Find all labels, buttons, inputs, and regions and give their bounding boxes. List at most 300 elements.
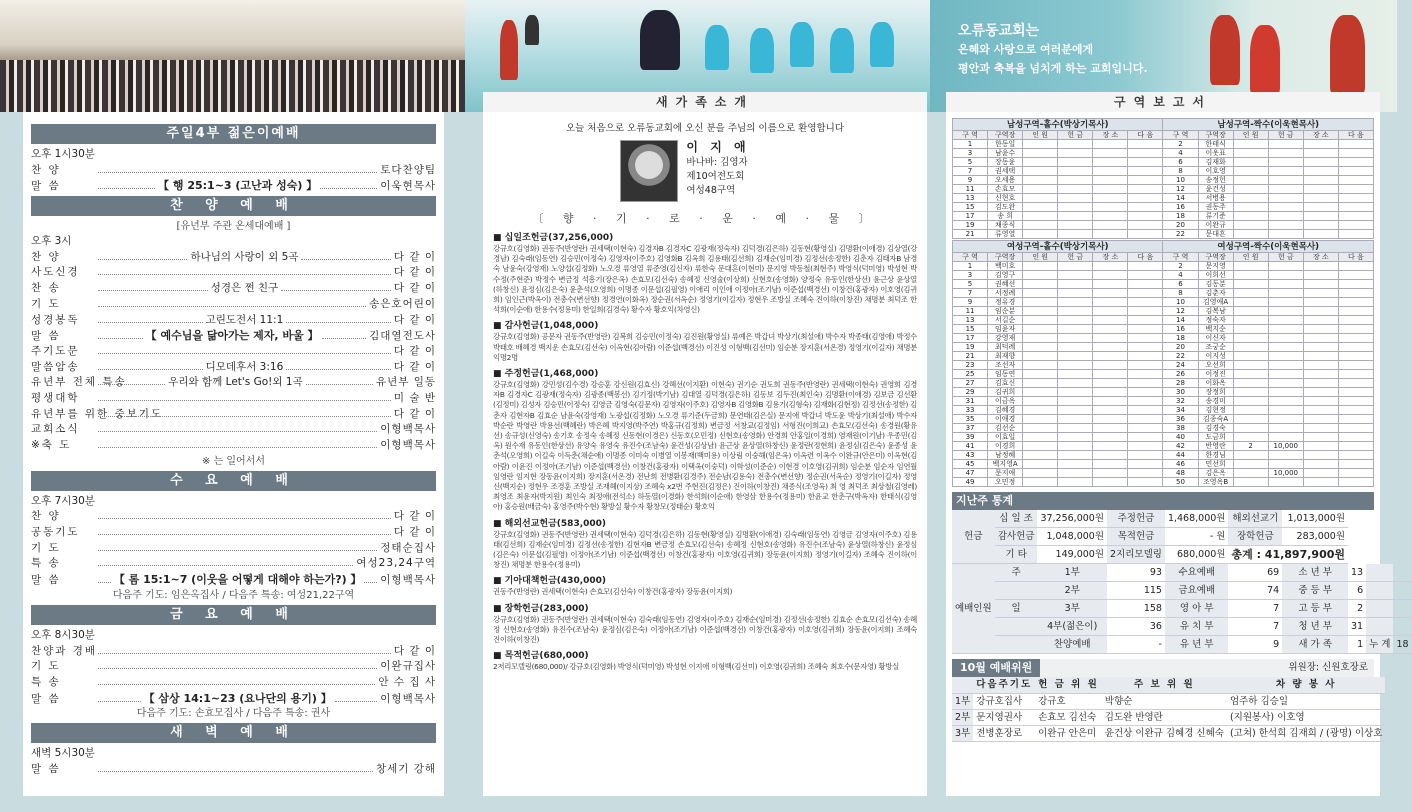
table-cell xyxy=(1303,460,1338,469)
table-row xyxy=(953,176,1374,185)
table-cell xyxy=(1093,451,1128,460)
table-cell xyxy=(1128,176,1163,185)
attendance-cell: 69 xyxy=(1228,564,1282,582)
order-leader: 이형백목사 xyxy=(380,423,436,436)
table-cell: 김종숙A xyxy=(1198,415,1233,424)
order-leader: 다 같 이 xyxy=(393,282,436,295)
order-content xyxy=(95,360,394,376)
table-cell xyxy=(1128,370,1163,379)
table-cell xyxy=(1303,316,1338,325)
table-cell: 40 xyxy=(1163,433,1198,442)
stats-cell: 283,000원 xyxy=(1282,528,1348,546)
table-cell xyxy=(1093,370,1128,379)
duty-cell: 강규호 xyxy=(1035,693,1102,709)
attendance-cell: 2부 xyxy=(1037,582,1107,600)
duty-cell: 2부 xyxy=(952,709,973,725)
table-cell xyxy=(1023,221,1058,230)
stats-cell: 기 타 xyxy=(995,546,1038,564)
table-cell xyxy=(1233,388,1268,397)
table-cell: 2 xyxy=(1163,140,1198,149)
attendance-cell: 2 xyxy=(1348,600,1366,618)
table-cell xyxy=(1058,230,1093,239)
table-cell xyxy=(1268,406,1303,415)
table-cell: 한동일 xyxy=(988,140,1023,149)
dotted-leader xyxy=(320,180,377,189)
order-leader: 다 같 이 xyxy=(393,360,436,373)
table-row xyxy=(953,307,1374,316)
table-cell xyxy=(1093,221,1128,230)
table-cell xyxy=(1023,289,1058,298)
table-cell xyxy=(1303,469,1338,478)
table-cell: 14 xyxy=(1163,194,1198,203)
column-header: 구역장 xyxy=(988,131,1023,140)
table-cell: 임순분 xyxy=(988,307,1023,316)
table-cell xyxy=(1058,397,1093,406)
duty-cell: 1부 xyxy=(952,693,973,709)
table-cell: 8 xyxy=(1163,289,1198,298)
attendance-cell: 유 치 부 xyxy=(1165,618,1229,636)
table-cell xyxy=(1023,469,1058,478)
dotted-leader xyxy=(98,298,366,307)
table-cell xyxy=(1303,167,1338,176)
attendance-cell: 영 아 부 xyxy=(1165,600,1229,618)
table-cell: 임윤자 xyxy=(988,325,1023,334)
offering-block xyxy=(493,366,917,513)
dotted-leader xyxy=(98,510,391,519)
table-cell xyxy=(1268,158,1303,167)
table-row xyxy=(953,478,1374,487)
wed-order-row xyxy=(31,509,436,525)
table-cell: 6 xyxy=(1163,280,1198,289)
duty-column-header: 헌 금 위 원 xyxy=(1035,677,1102,693)
table-cell xyxy=(1093,289,1128,298)
table-cell xyxy=(1058,271,1093,280)
attendance-cell: 4부(젊은이) xyxy=(1037,618,1107,636)
attendance-cell: - xyxy=(1107,636,1165,654)
stats-cell: 1,013,000원 xyxy=(1282,510,1348,528)
duty-cell: 엄주하 김승일 xyxy=(1227,693,1385,709)
table-cell xyxy=(1093,424,1128,433)
table-cell xyxy=(1233,149,1268,158)
slogan-line: 은혜와 사랑으로 여러분에게 xyxy=(958,43,1094,56)
table-cell xyxy=(1338,433,1373,442)
table-cell xyxy=(1233,289,1268,298)
table-cell: 이완규 xyxy=(1198,221,1233,230)
table-cell xyxy=(1338,352,1373,361)
order-leader: 토다찬양팀 xyxy=(380,163,436,176)
table-cell: 3 xyxy=(953,149,988,158)
order-content xyxy=(95,281,394,297)
praise-order-row xyxy=(31,422,436,438)
offering-names: 강규호(김영화) 공문자 권동주(반영란) 김복희 김승민(이정숙) 김진원(황영실) 류예은 박갑녀 박상기(최설애) 박수자 박종태(김영애) 박정수 박태호 배혜경 백지운 손효모(김선숙) 이옥현(김아람) 이준섭(백경선) 이진성 이형백(김선미) 임순분 장지훈(서온경) 정영기(이길자) 채명분 익명2명 xyxy=(493,332,917,362)
table-cell xyxy=(1303,149,1338,158)
table-cell xyxy=(1233,469,1268,478)
table-cell xyxy=(1093,307,1128,316)
table-cell: 남윤수 xyxy=(988,149,1023,158)
newcomer-name: 이 지 애 xyxy=(686,140,750,154)
duty-title: 10월 예배위원 xyxy=(952,659,1040,677)
attendance-row xyxy=(952,600,1412,618)
attendance-cell xyxy=(995,636,1038,654)
attendance-cell xyxy=(1366,582,1393,600)
order-text: 디모데후서 3:16 xyxy=(205,360,284,373)
table-cell xyxy=(1268,212,1303,221)
table-cell: 34 xyxy=(1163,406,1198,415)
praise-order-row xyxy=(31,313,436,329)
table-cell xyxy=(1268,352,1303,361)
table-cell: 10,000 xyxy=(1268,469,1303,478)
offering-names: 강규호(김영화) 강민성(김수경) 강승훈 강신원(김효신) 강혜선(이지환) 이현숙) 권기순 권도희 권동주(반영란) 권세택(이현숙) 권영희 김경자B 김경자C 김광재(정숙자) 김광종(백봉선) 김기정(박기남) 김대열 김덕경(김은하) 김동보 김두진(최인숙) 김명환(이애경) 김보금 김선환(김정미) 김성자 김승민(이정숙) 김영금 김영숙(김문자) 김영자(이주호) 김영자B 김영화B 김용기(김형숙) 김재화(김현정) 김정선(송정한) 김춘자 김현자B 김효순 남윤숙(강영재) 노광섭(김정화) 노오경 류기준(두금희) 문연태(김은실) 문지애 박갑녀 박도윤 박상기(최설애) 박수자 박순란 박영란 박용선(백혜란) 박은혜 박지영(박주연) 박홍규(김정희) 변금정 서창교(김정임) 서형진(이희교) 손효모(김선숙) 송경원(황유선) 송규성(신영숙) 송기호 송정숙 송혜정 신동현(이경은) 신동호(오민정) 신현호(송영화) 안경희 안홍일(이경희) 염재원(이기남) 우종민(김 옥) 원수재 유동인(한상선) 유양숙 유영숙 유진수(조남숙) 윤건성(김상남) 윤근상 윤상열(하창신) 윤정란(정현희) 윤정심(김은숙) 윤종성 윤춘석(오영희) 이길숙 이득춘(채순애) 이명종 이미숙 이병열 이봉재(백미용) 이상림 이숭해(임은옥) 이옥련 이옥수 이완규(안은미) 이옥현(김아람) 이윤진 이정아(조기남) 이준섭(백경선) 이창건(홍광자) 이택옥(이숭덕) 이학성(이준순) 이현경 이호영(김귀희) 임순분 임순자 임연월 임영란 임지현 장동윤(이지희) 장지훈(서온경) 전난희 전병환(김경주) 전순남(김용숙) 전총수(변선향) 정순권(서옥순) 정영기(이길자) 정영신(백지순) 정현우 조경훈 조방실 조재헤(이지상) 조혜숙 x2번 주현진(김정은) 진이하(이창진) 채종식(조영옥) 최 영 최덕조 최상철(김영레) 최영조 최윤자(박지원) 최인숙 최정애(전석소) 하동열(이경화) 한석희(이순애) 한영삼 한용수(정용미) 한윤교 한춘구(박옥자) 한태식(김영아) 홍승원(배금숙) 홍영주(박수현) 황방실 황수자 황창모(정태순) 황호익 xyxy=(493,380,917,512)
table-cell xyxy=(1058,361,1093,370)
table-cell: 17 xyxy=(953,212,988,221)
table-cell xyxy=(1268,334,1303,343)
attendance-cell xyxy=(995,582,1038,600)
dotted-leader xyxy=(98,557,353,566)
table-cell xyxy=(1093,406,1128,415)
table-cell xyxy=(1093,149,1128,158)
order-text: 【 행 25:1~3 (고난과 성숙) 】 xyxy=(158,179,318,193)
dotted-leader xyxy=(98,439,377,448)
dotted-leader xyxy=(286,314,391,323)
fri-next: 다음주 기도: 손효모집사 / 다음주 특송: 권사 xyxy=(136,708,331,720)
offering-block xyxy=(493,648,917,672)
wed-time: 오후 7시30분 xyxy=(31,494,95,507)
young-order-row xyxy=(31,163,436,179)
order-leader: 다 같 이 xyxy=(393,266,436,279)
table-cell: 이경희 xyxy=(988,442,1023,451)
table-cell xyxy=(1058,469,1093,478)
table-cell xyxy=(1128,379,1163,388)
fri-title: 금 요 예 배 xyxy=(31,605,436,625)
table-cell: 이애경 xyxy=(988,415,1023,424)
stats-cell: 십 일 조 xyxy=(995,510,1038,528)
dotted-leader xyxy=(306,376,373,385)
table-cell xyxy=(1128,361,1163,370)
stats-row xyxy=(952,510,1412,528)
table-cell xyxy=(1268,280,1303,289)
table-cell: 11 xyxy=(953,307,988,316)
column-header: 장 소 xyxy=(1093,131,1128,140)
order-label: 찬 양 xyxy=(31,163,61,176)
table-cell xyxy=(1268,185,1303,194)
table-cell xyxy=(1303,478,1338,487)
table-cell xyxy=(1023,230,1058,239)
order-content xyxy=(95,526,394,535)
table-cell xyxy=(1023,149,1058,158)
table-cell xyxy=(1233,352,1268,361)
attendance-cell: 36 xyxy=(1107,618,1165,636)
table-row xyxy=(953,415,1374,424)
table-row xyxy=(953,316,1374,325)
attendance-cell: 중 등 부 xyxy=(1282,582,1348,600)
table-cell xyxy=(1268,388,1303,397)
table-row xyxy=(953,433,1374,442)
table-cell xyxy=(1303,230,1338,239)
duty-cell: 강규호집사 xyxy=(973,693,1035,709)
table-cell xyxy=(1058,149,1093,158)
column-header: 헌 금 xyxy=(1268,131,1303,140)
offering-names: 권동주(반영란) 권세택(이현숙) 손효모(김선숙) 이창건(홍광자) 장동윤(이지희) xyxy=(493,587,733,597)
table-cell: 민선희 xyxy=(1198,460,1233,469)
table-row xyxy=(953,469,1374,478)
praise-order-row xyxy=(31,281,436,297)
order-content xyxy=(95,178,380,194)
table-cell: 16 xyxy=(1163,325,1198,334)
table-cell: 16 xyxy=(1163,203,1198,212)
table-cell xyxy=(1338,167,1373,176)
duty-cell: 윤건상 이완규 김혜경 신혜숙 xyxy=(1102,725,1227,741)
table-cell: 20 xyxy=(1163,343,1198,352)
table-cell: 46 xyxy=(1163,460,1198,469)
duty-cell: (지원봉사) 이호영 xyxy=(1227,709,1385,725)
table-cell xyxy=(1093,230,1128,239)
table-cell xyxy=(1093,379,1128,388)
table-cell: 1 xyxy=(953,140,988,149)
table-cell: 이지성 xyxy=(1198,352,1233,361)
table-cell: 18 xyxy=(1163,212,1198,221)
table-cell xyxy=(1338,149,1373,158)
table-cell xyxy=(1303,325,1338,334)
table-cell: 15 xyxy=(953,325,988,334)
table-cell xyxy=(1268,149,1303,158)
table-cell xyxy=(1338,460,1373,469)
table-cell xyxy=(1338,388,1373,397)
table-cell: 11 xyxy=(953,185,988,194)
table-cell xyxy=(1303,262,1338,271)
order-label: 기 도 xyxy=(31,297,61,310)
table-cell: 김영구 xyxy=(988,271,1023,280)
table-cell xyxy=(1268,370,1303,379)
table-cell xyxy=(1338,343,1373,352)
offering-names: 강규호(김영화) 권동주(반영란) 권세택(이현숙) 김경자B 김경자C 김광재(정숙자) 김덕경(김은하) 김동현(황영실) 김명환(이애경) 김상열(강경남) 김숙래(임동연) 김승민(이정숙) 김영자(이주호) 김영화B 김옥희 김용태(김선희) 김재순(임미경) 김정선(송정한) 김춘자 김태자B 남경숙 남윤숙(강영재) 노양섭(김정화) 노오경 류영열 류준영(김신자) 류한숙 문대흔(이현미) 문지영 박동철(최현주) 박영식(덕미영) 박성현 박수정(주현준) 박정수 변금정 석흥기(장은옥) 손효모(김선숙) 송혜정 신영술(이상희) 신현호(송영화) 양정숙 유동인(한상선) 윤근상 윤상열(하창신) 윤정심(김은숙) 윤춘석(오영희) 이명종 이문섭(김필영) 이애리 이인애 이정아(조기남) 이준섭(백경선) 이창건(홍광자) 이호영(김귀희) 임인근(박옥이) 전총수(변선향) 정경연(이화옥) 정순권(서옥순) 정영기(이길자) 정현우 조방실 조혜숙 진이하(이창진) 채명분 최덕조 한석희(이순애) 한용수(정용미) 한일희(김경숙) 황수자 황호익(차영신) xyxy=(493,244,917,315)
table-cell xyxy=(1093,433,1128,442)
newcomer-caption: 새가족소개 xyxy=(483,92,927,112)
stats-cell: - 원 xyxy=(1165,528,1229,546)
table-cell: 김효신 xyxy=(988,379,1023,388)
order-content xyxy=(95,645,394,654)
table-cell xyxy=(1338,406,1373,415)
table-cell xyxy=(1338,370,1373,379)
table-cell xyxy=(1023,361,1058,370)
table-cell: 이정진 xyxy=(1198,370,1233,379)
table-cell xyxy=(1093,334,1128,343)
table-cell xyxy=(1058,298,1093,307)
table-cell: 50 xyxy=(1163,478,1198,487)
table-cell xyxy=(1303,406,1338,415)
table-cell xyxy=(1268,478,1303,487)
table-cell: 7 xyxy=(953,167,988,176)
table-row xyxy=(953,212,1374,221)
table-cell xyxy=(1093,176,1128,185)
stats-group-label: 헌금 xyxy=(952,510,995,564)
table-cell xyxy=(1023,325,1058,334)
table-cell xyxy=(1058,325,1093,334)
table-cell: 오세용 xyxy=(988,176,1023,185)
table-cell xyxy=(1093,361,1128,370)
wed-order-row xyxy=(31,572,436,588)
stats-cell: 149,000원 xyxy=(1037,546,1107,564)
order-content xyxy=(95,542,380,551)
order-label: 특 송 xyxy=(31,675,61,688)
table-cell xyxy=(1023,203,1058,212)
dotted-leader xyxy=(98,251,187,260)
table-cell xyxy=(1128,469,1163,478)
wed-order-row xyxy=(31,525,436,541)
table-cell xyxy=(1093,271,1128,280)
table-cell xyxy=(1303,280,1338,289)
table-cell: 38 xyxy=(1163,424,1198,433)
stats-cell: 37,256,000원 xyxy=(1037,510,1107,528)
attendance-cell: 1부 xyxy=(1037,564,1107,582)
attendance-cell: 수요예배 xyxy=(1165,564,1229,582)
table-cell: 49 xyxy=(953,478,988,487)
table-cell xyxy=(1233,221,1268,230)
table-cell: 최재향 xyxy=(988,352,1023,361)
table-row xyxy=(953,343,1374,352)
order-leader: 김대열전도사 xyxy=(369,330,436,343)
table-cell: 이신자 xyxy=(1198,334,1233,343)
attendance-row xyxy=(952,582,1412,600)
table-row xyxy=(953,397,1374,406)
offering-heading: ■ 감사헌금(1,048,000) xyxy=(493,321,599,332)
table-cell xyxy=(1128,334,1163,343)
table-cell xyxy=(1023,334,1058,343)
order-content xyxy=(95,691,380,707)
attendance-cell: 금요예배 xyxy=(1165,582,1229,600)
column-header: 인 원 xyxy=(1233,131,1268,140)
table-cell: 2 xyxy=(1163,262,1198,271)
order-label: 공동기도 xyxy=(31,526,80,539)
dotted-leader xyxy=(98,361,203,370)
offering-block xyxy=(493,230,917,315)
praise-time: 오후 3시 xyxy=(31,235,72,248)
table-cell xyxy=(1233,185,1268,194)
order-label: ※축 도 xyxy=(31,439,72,451)
table-cell: 41 xyxy=(953,442,988,451)
table-cell xyxy=(1093,343,1128,352)
table-cell: 30 xyxy=(1163,388,1198,397)
table-cell xyxy=(1023,397,1058,406)
table-cell: 권세택 xyxy=(988,167,1023,176)
duty-cell: 박향순 xyxy=(1102,693,1227,709)
table-cell: 오선희 xyxy=(1198,361,1233,370)
table-cell xyxy=(1093,388,1128,397)
table-cell xyxy=(1058,221,1093,230)
praise-order-row xyxy=(31,375,436,391)
table-cell xyxy=(1303,334,1338,343)
column-header: 구 역 xyxy=(953,253,988,262)
attendance-cell: 주 xyxy=(995,564,1038,582)
table-cell xyxy=(1058,460,1093,469)
order-leader: 다 같 이 xyxy=(393,344,436,357)
dawn-order-row xyxy=(31,762,436,778)
table-cell: 10,000 xyxy=(1268,442,1303,451)
table-cell xyxy=(1303,185,1338,194)
order-text: 고린도전서 11:1 xyxy=(205,313,284,326)
order-leader: 이욱현목사 xyxy=(380,180,436,193)
table-cell xyxy=(1058,370,1093,379)
table-cell xyxy=(1268,194,1303,203)
table-cell xyxy=(1058,343,1093,352)
table-cell xyxy=(1058,307,1093,316)
offering-heading: ■ 주정헌금(1,468,000) xyxy=(493,369,599,380)
table-cell: 15 xyxy=(953,203,988,212)
table-cell xyxy=(1338,176,1373,185)
dotted-leader xyxy=(281,282,391,291)
table-cell xyxy=(1338,158,1373,167)
duty-row xyxy=(952,725,1385,741)
order-label: 말 씀 xyxy=(31,762,61,775)
duty-row xyxy=(952,709,1385,725)
table-cell xyxy=(1233,307,1268,316)
table-cell xyxy=(1233,451,1268,460)
table-row xyxy=(953,280,1374,289)
table-cell xyxy=(1093,460,1128,469)
table-cell: 조영옥B xyxy=(1198,478,1233,487)
table-cell: 12 xyxy=(1163,185,1198,194)
table-row xyxy=(953,379,1374,388)
table-cell xyxy=(1303,271,1338,280)
column-header: 헌 금 xyxy=(1058,131,1093,140)
praise-order-row xyxy=(31,328,436,344)
table-cell xyxy=(1268,271,1303,280)
table-cell xyxy=(1233,478,1268,487)
order-label: 말 씀 xyxy=(31,692,61,705)
attendance-cell xyxy=(1393,618,1411,636)
attendance-cell: 18 xyxy=(1393,636,1411,654)
table-cell: 김춘자 xyxy=(1198,289,1233,298)
attendance-cell: 3부 xyxy=(1037,600,1107,618)
table-cell xyxy=(1338,415,1373,424)
dotted-leader xyxy=(98,345,391,354)
table-cell xyxy=(1128,185,1163,194)
praise-order-row xyxy=(31,344,436,360)
table-cell xyxy=(1233,167,1268,176)
table-cell: 31 xyxy=(953,397,988,406)
table-cell xyxy=(1128,460,1163,469)
order-leader: 이형백목사 xyxy=(380,439,436,451)
column-header: 헌 금 xyxy=(1058,253,1093,262)
attendance-cell: 115 xyxy=(1107,582,1165,600)
table-cell xyxy=(1233,140,1268,149)
table-cell: 45 xyxy=(953,460,988,469)
table-cell: 김영애A xyxy=(1198,298,1233,307)
dotted-leader xyxy=(98,763,373,772)
table-cell xyxy=(1058,424,1093,433)
table-cell xyxy=(1023,460,1058,469)
table-cell: 14 xyxy=(1163,316,1198,325)
table-cell xyxy=(1128,397,1163,406)
table-cell: 9 xyxy=(953,298,988,307)
table-cell xyxy=(1093,185,1128,194)
table-cell xyxy=(1303,442,1338,451)
table-cell xyxy=(1023,316,1058,325)
table-cell xyxy=(1338,478,1373,487)
table-cell: 43 xyxy=(953,451,988,460)
table-cell: 6 xyxy=(1163,158,1198,167)
table-cell: 이효일 xyxy=(988,433,1023,442)
stats-cell: 총계 : 41,897,900원 xyxy=(1228,546,1348,564)
newcomer-photo xyxy=(620,140,678,202)
table-cell: 백지영A xyxy=(988,460,1023,469)
table-cell: 김은옥 xyxy=(1198,469,1233,478)
newcomer-info: 제10여전도회 xyxy=(686,171,745,182)
table-cell: 13 xyxy=(953,194,988,203)
attendance-cell: 소 년 부 xyxy=(1282,564,1348,582)
table-cell xyxy=(1268,424,1303,433)
attendance-group-label: 예배인원 xyxy=(952,564,995,654)
table-row xyxy=(953,167,1374,176)
